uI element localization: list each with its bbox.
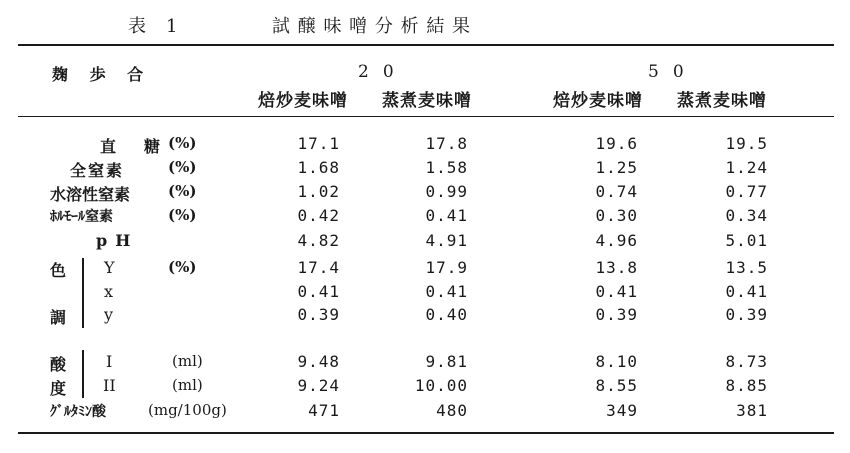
table-cell: 17.1: [297, 134, 340, 153]
table-cell: 5.01: [725, 231, 768, 250]
row-label-ph: pH: [96, 231, 139, 250]
row-label-formol-nitrogen: ﾎﾙﾓｰﾙ窒素: [50, 209, 113, 225]
subheader-roasted-20: 焙炒麦味噌: [258, 91, 348, 111]
group-label-color-1: 色: [50, 261, 67, 280]
table-cell: 4.96: [595, 231, 638, 250]
table-cell: 0.34: [725, 206, 768, 225]
row-label-acid-2: II: [103, 376, 116, 395]
color-group-bar: [82, 258, 84, 328]
group-header-50: 50: [648, 62, 698, 82]
subheader-steamed-50: 蒸煮麦味噌: [677, 91, 767, 111]
table-cell: 0.41: [595, 282, 638, 301]
table-number: 表 1: [128, 16, 179, 37]
row-label-color-y-upper: Y: [104, 258, 115, 277]
row-label-soluble-nitrogen: 水溶性窒素: [50, 185, 131, 204]
table-cell: 4.91: [425, 231, 468, 250]
table-cell: 1.02: [297, 182, 340, 201]
table-cell: 0.39: [725, 305, 768, 324]
row-unit-acid-1: (ml): [172, 352, 203, 370]
table-cell: 0.74: [595, 182, 638, 201]
table-cell: 1.25: [595, 158, 638, 177]
group-label-color-2: 調: [50, 308, 67, 327]
table-cell: 8.55: [595, 376, 638, 395]
table-cell: 1.24: [725, 158, 768, 177]
row-unit-color-y-upper: (%): [168, 258, 197, 276]
table-cell: 9.81: [425, 352, 468, 371]
table-cell: 9.24: [297, 376, 340, 395]
table-cell: 0.39: [595, 305, 638, 324]
row-unit-total-nitrogen: (%): [168, 158, 197, 176]
subheader-steamed-20: 蒸煮麦味噌: [382, 91, 472, 111]
group-header-20: 20: [358, 62, 408, 82]
row-unit-formol-nitrogen: (%): [168, 206, 197, 224]
row-label-color-y-lower: y: [104, 305, 114, 324]
group-label-acid-1: 酸: [50, 355, 67, 374]
table-cell: 0.41: [297, 282, 340, 301]
table-cell: 10.00: [414, 376, 468, 395]
row-unit-reducing-sugar: (%): [168, 134, 197, 152]
row-label-glutamic-acid: ｸﾞﾙﾀﾐﾝ酸: [50, 404, 106, 420]
table-cell: 381: [736, 401, 768, 420]
table-cell: 0.40: [425, 305, 468, 324]
table-cell: 8.73: [725, 352, 768, 371]
row-label-reducing-sugar: 直 糖: [100, 137, 167, 156]
group-label-acid-2: 度: [50, 379, 67, 398]
table-cell: 13.8: [595, 258, 638, 277]
table-cell: 8.85: [725, 376, 768, 395]
subheader-roasted-50: 焙炒麦味噌: [553, 91, 643, 111]
table-cell: 0.30: [595, 206, 638, 225]
table-cell: 19.6: [595, 134, 638, 153]
table-cell: 9.48: [297, 352, 340, 371]
table-cell: 1.68: [297, 158, 340, 177]
row-unit-soluble-nitrogen: (%): [168, 182, 197, 200]
table-cell: 349: [606, 401, 638, 420]
koji-ratio-label: 麹 歩 合: [52, 65, 152, 84]
top-rule: [18, 44, 834, 46]
table-cell: 0.39: [297, 305, 340, 324]
table-cell: 17.4: [297, 258, 340, 277]
header-rule: [18, 116, 834, 117]
row-unit-acid-2: (ml): [172, 376, 203, 394]
table-cell: 1.58: [425, 158, 468, 177]
table-cell: 17.9: [425, 258, 468, 277]
table-cell: 0.42: [297, 206, 340, 225]
bottom-rule: [18, 432, 834, 434]
row-label-color-x: x: [104, 282, 114, 301]
table-cell: 0.77: [725, 182, 768, 201]
table-title: 試 醸 味 噌 分 析 結 果: [272, 16, 472, 37]
table-cell: 480: [436, 401, 468, 420]
table-cell: 8.10: [595, 352, 638, 371]
table-cell: 4.82: [297, 231, 340, 250]
table-cell: 19.5: [725, 134, 768, 153]
acid-group-bar: [82, 350, 84, 398]
table-cell: 0.41: [425, 282, 468, 301]
row-label-total-nitrogen: 全窒素: [70, 161, 125, 180]
table-cell: 0.41: [425, 206, 468, 225]
table-cell: 17.8: [425, 134, 468, 153]
table-cell: 471: [308, 401, 340, 420]
table-cell: 0.41: [725, 282, 768, 301]
row-unit-glutamic-acid: (mg/100g): [148, 401, 227, 419]
table-cell: 13.5: [725, 258, 768, 277]
row-label-acid-1: I: [106, 352, 113, 371]
table-cell: 0.99: [425, 182, 468, 201]
